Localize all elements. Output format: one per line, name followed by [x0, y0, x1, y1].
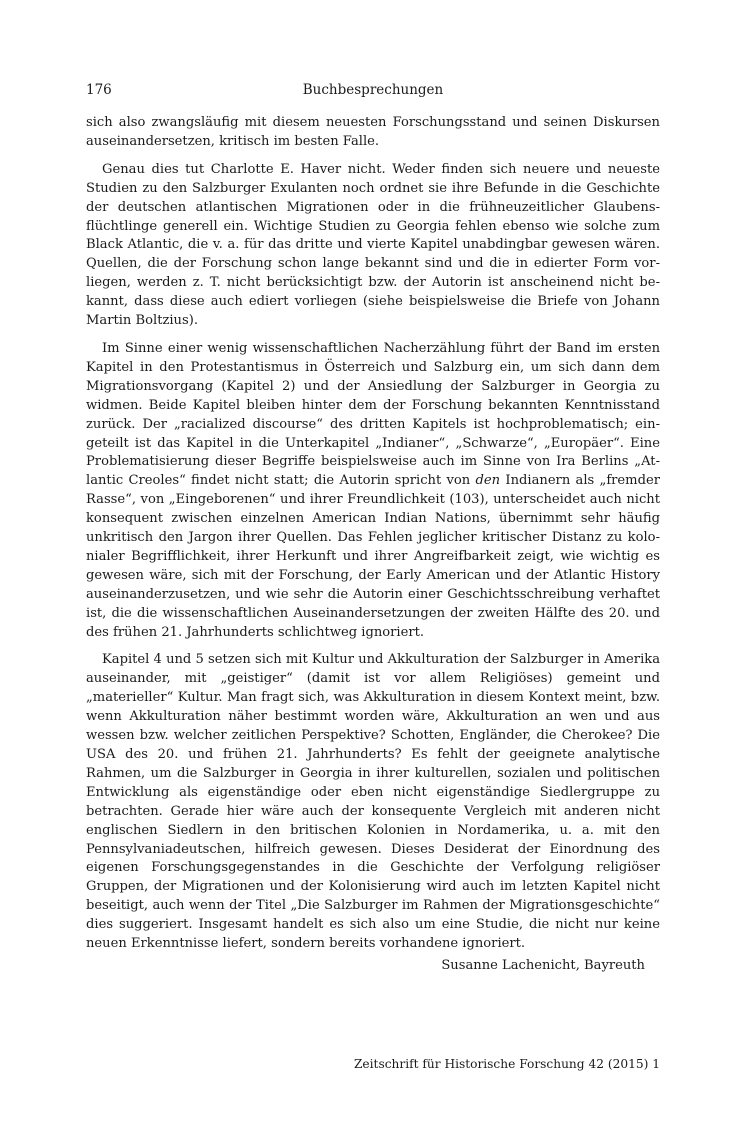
- paragraph-chapters-1-3: [86, 340, 660, 643]
- paragraph-chapters-4-5: Kapitel 4 und 5 setzen sich mit Kultur und Akkulturation der Salzburger in Amerika auseinander, mit „geistiger“ (damit ist vor allem Religiöses) gemeint und „materieller“ Kultur. Man fragt sich, was Akkulturation in diesem Kontext meint, bzw. wenn Akkulturation näher bestimmt worden wäre, Akkulturation an wen und aus wessen bzw. welcher zeitlichen Perspektive? Schotten, Engländer, die Cherokee? Die USA des 20. und frühen 21. Jahrhunderts? Es fehlt der geeignete analytische Rahmen, um die Salzburger in Georgia in ihrer kulturellen, sozialen und politischen Entwicklung als eigenständige oder eben nicht eigenständige Siedlergruppe zu betrachten. Gerade hier wäre auch der konsequente Vergleich mit anderen nicht englischen Siedlern in den britischen Kolonien in Nordamerika, u. a. mit den Pennsylvaniadeutschen, hilfreich gewesen. Dieses Desiderat der Einordnung des eigenen Forschungsgegenstandes in die Geschichte der Verfolgung religiöser Gruppen, der Migrationen und der Kolonisierung wird auch im letzten Kapitel nicht beseitigt, auch wenn der Titel „Die Salzburger im Rahmen der Migrationsgeschichte“ dies suggeriert. Insgesamt handelt es sich also um eine Studie, die nicht nur keine neuen Erkenntnisse liefert, sondern bereits vorhandene ignoriert.: [86, 652, 660, 952]
- page-header: [86, 82, 660, 102]
- paragraph-critique: Genau dies tut Charlotte E. Haver nicht. Weder finden sich neuere und neueste Studien zu den Salzburger Exulanten noch ordnet sie ihre Befunde in die Geschichte der deutschen atlantischen Migrationen oder in die frühneuzeitlicher Glaubensflüchtlinge generell ein. Wichtige Studien zu Georgia fehlen ebenso wie solche zum Black Atlantic, die v. a. für das dritte und vierte Kapitel unabdingbar gewesen wären. Quellen, die der Forschung schon lange bekannt sind und die in edierter Form vorliegen, werden z. T. nicht berücksichtigt bzw. der Autorin ist anscheinend nicht bekannt, dass diese auch ediert vorliegen (siehe beispielsweise die Briefe von Johann Martin Boltzius).: [86, 161, 660, 329]
- emphasized-word: den: [475, 473, 501, 489]
- paragraph-text-part: Indianern als „fremder Rasse“, von „Eingeborenen“ und ihrer Freundlichkeit (103), unterscheidet auch nicht konsequent zwischen einzelnen American Indian Nations, übernimmt sehr häufig unkritisch den Jargon ihrer Quellen. Das Fehlen jeglicher kritischer Distanz zu kolonialer Begrifflichkeit, ihrer Herkunft und ihrer Angreifbarkeit zeigt, wie wichtig es gewesen wäre, sich mit der Forschung, der Early American und der Atlantic History auseinanderzusetzen, und wie sehr die Autorin einer Geschichtsschreibung verhaftet ist, die die wissenschaftlichen Auseinandersetzungen der zweiten Hälfte des 20. und des frühen 21. Jahrhunderts schlichtweg ignoriert.: [86, 473, 660, 640]
- running-title: Buchbesprechungen: [302, 82, 444, 98]
- reviewer-signature: Susanne Lachenicht, Bayreuth: [441, 957, 645, 973]
- paragraph-continuation: sich also zwangsläufig mit diesem neuesten Forschungsstand und seinen Diskursen auseinandersetzen, kritisch im besten Falle.: [86, 115, 660, 149]
- review-body: [86, 114, 660, 987]
- page-number: 176: [86, 82, 112, 98]
- journal-footer: Zeitschrift für Historische Forschung 42 (2015) 1: [353, 1057, 660, 1071]
- paragraph-text-part: Im Sinne einer wenig wissenschaftlichen Nacherzählung führt der Band im ersten Kapitel in den Protestantismus in Österreich und Salzburg ein, um sich dann dem Migrationsvorgang (Kapitel 2) und der Ansiedlung der Salzburger in Georgia zu widmen. Beide Kapitel bleiben hinter dem der Forschung bekannten Kenntnisstand zurück. Der „racialized discourse“ des dritten Kapitels ist hochproblematisch; eingeteilt ist das Kapitel in die Unterkapitel „Indianer“, „Schwarze“, „Europäer“. Eine Problematisierung dieser Begriffe beispielsweise auch im Sinne von Ira Berlins „Atlantic Creoles“ findet nicht statt; die Autorin spricht von: [86, 340, 660, 489]
